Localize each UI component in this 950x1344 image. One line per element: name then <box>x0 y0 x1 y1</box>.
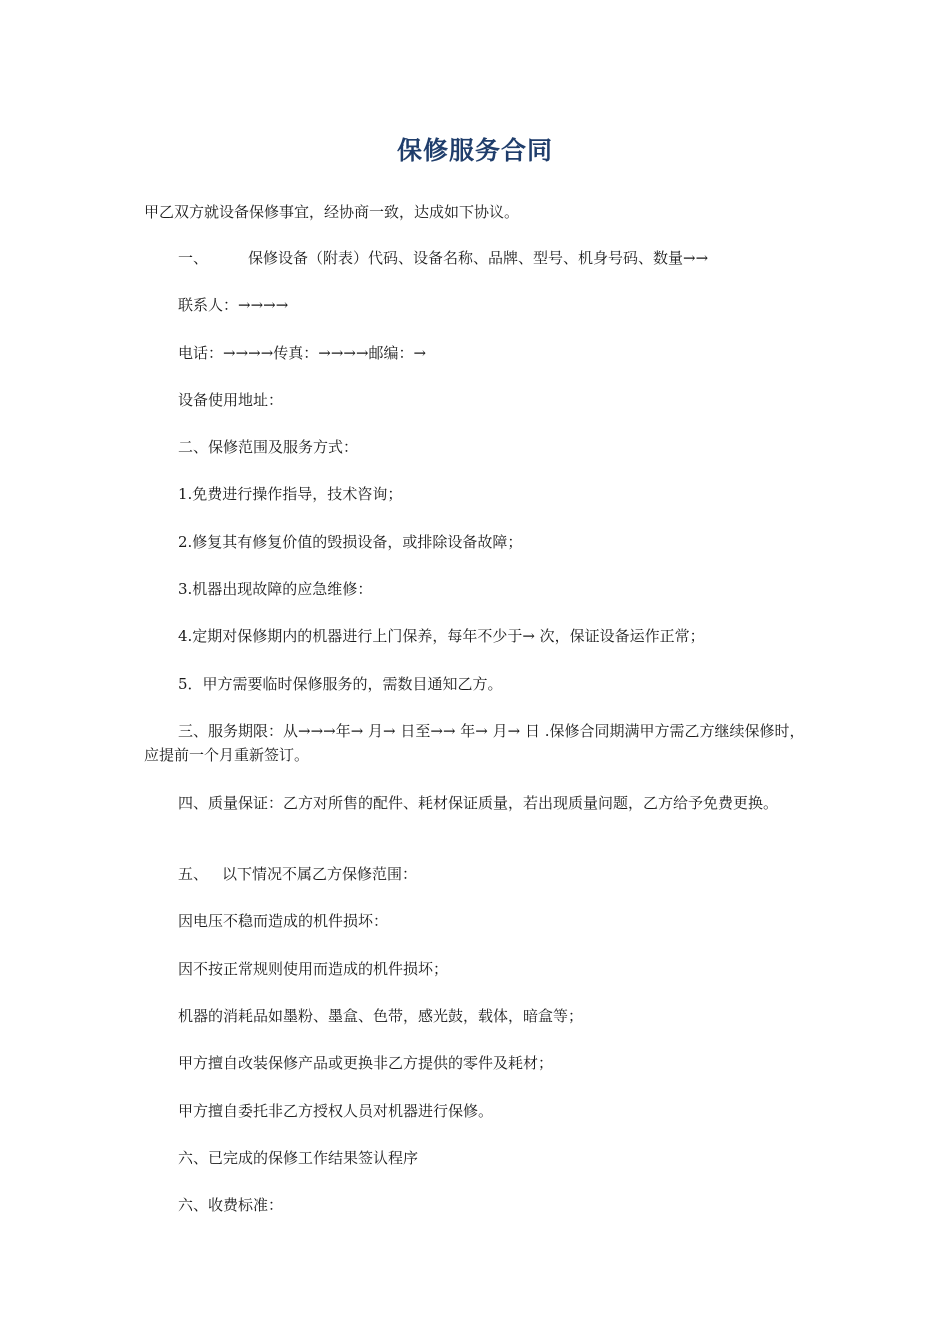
section-4-paragraph: 四、质量保证：乙方对所售的配件、耗材保证质量，若出现质量问题，乙方给予免费更换。 <box>178 794 779 812</box>
section-6-fee-heading: 六、收费标准： <box>178 1196 284 1214</box>
exclusion-4: 甲方擅自改装保修产品或更换非乙方提供的零件及耗材； <box>178 1054 554 1072</box>
section-3-paragraph: 三、服务期限：从→→→年→ 月→ 日至→→ 年→ 月→ 日 .保修合同期满甲方需乙方继续保修时，应提前一个月重新签订。 <box>144 722 805 764</box>
exclusion-5: 甲方擅自委托非乙方授权人员对机器进行保修。 <box>178 1102 494 1120</box>
list-item-4: 4.定期对保修期内的机器进行上门保养，每年不少于→ 次，保证设备运作正常； <box>178 627 705 645</box>
exclusion-3: 机器的消耗品如墨粉、墨盒、色带，感光鼓，载体，暗盒等； <box>178 1007 584 1025</box>
section-1 <box>178 246 708 270</box>
document-title: 保修服务合同 <box>396 136 553 165</box>
list-item-2: 2.修复其有修复价值的毁损设备，或排除设备故障； <box>178 533 523 551</box>
section-2-heading: 二、保修范围及服务方式： <box>178 438 359 456</box>
section-6-confirmation-heading: 六、已完成的保修工作结果签认程序 <box>178 1149 419 1167</box>
contact-line: 联系人：→→→→ <box>178 296 289 314</box>
exclusion-1: 因电压不稳而造成的机件损坏： <box>178 912 389 930</box>
list-item-5: 5．甲方需要临时保修服务的，需数目通知乙方。 <box>178 675 503 693</box>
exclusion-2: 因不按正常规则使用而造成的机件损坏； <box>178 960 449 978</box>
section-1-number: 一、 <box>178 249 209 267</box>
section-5-text: 以下情况不属乙方保修范围： <box>222 865 418 883</box>
section-1-text: 保修设备（附表）代码、设备名称、品牌、型号、机身号码、数量→→ <box>248 249 709 267</box>
section-5-number: 五、 <box>178 865 209 883</box>
intro-paragraph: 甲乙双方就设备保修事宜，经协商一致，达成如下协议。 <box>144 203 520 221</box>
list-item-3: 3.机器出现故障的应急维修： <box>178 580 373 598</box>
section-5-heading <box>178 862 417 886</box>
list-item-1: 1.免费进行操作指导，技术咨询； <box>178 485 403 503</box>
address-line: 设备使用地址： <box>178 391 284 409</box>
phone-fax-zip-line: 电话：→→→→传真：→→→→邮编：→ <box>178 344 427 362</box>
